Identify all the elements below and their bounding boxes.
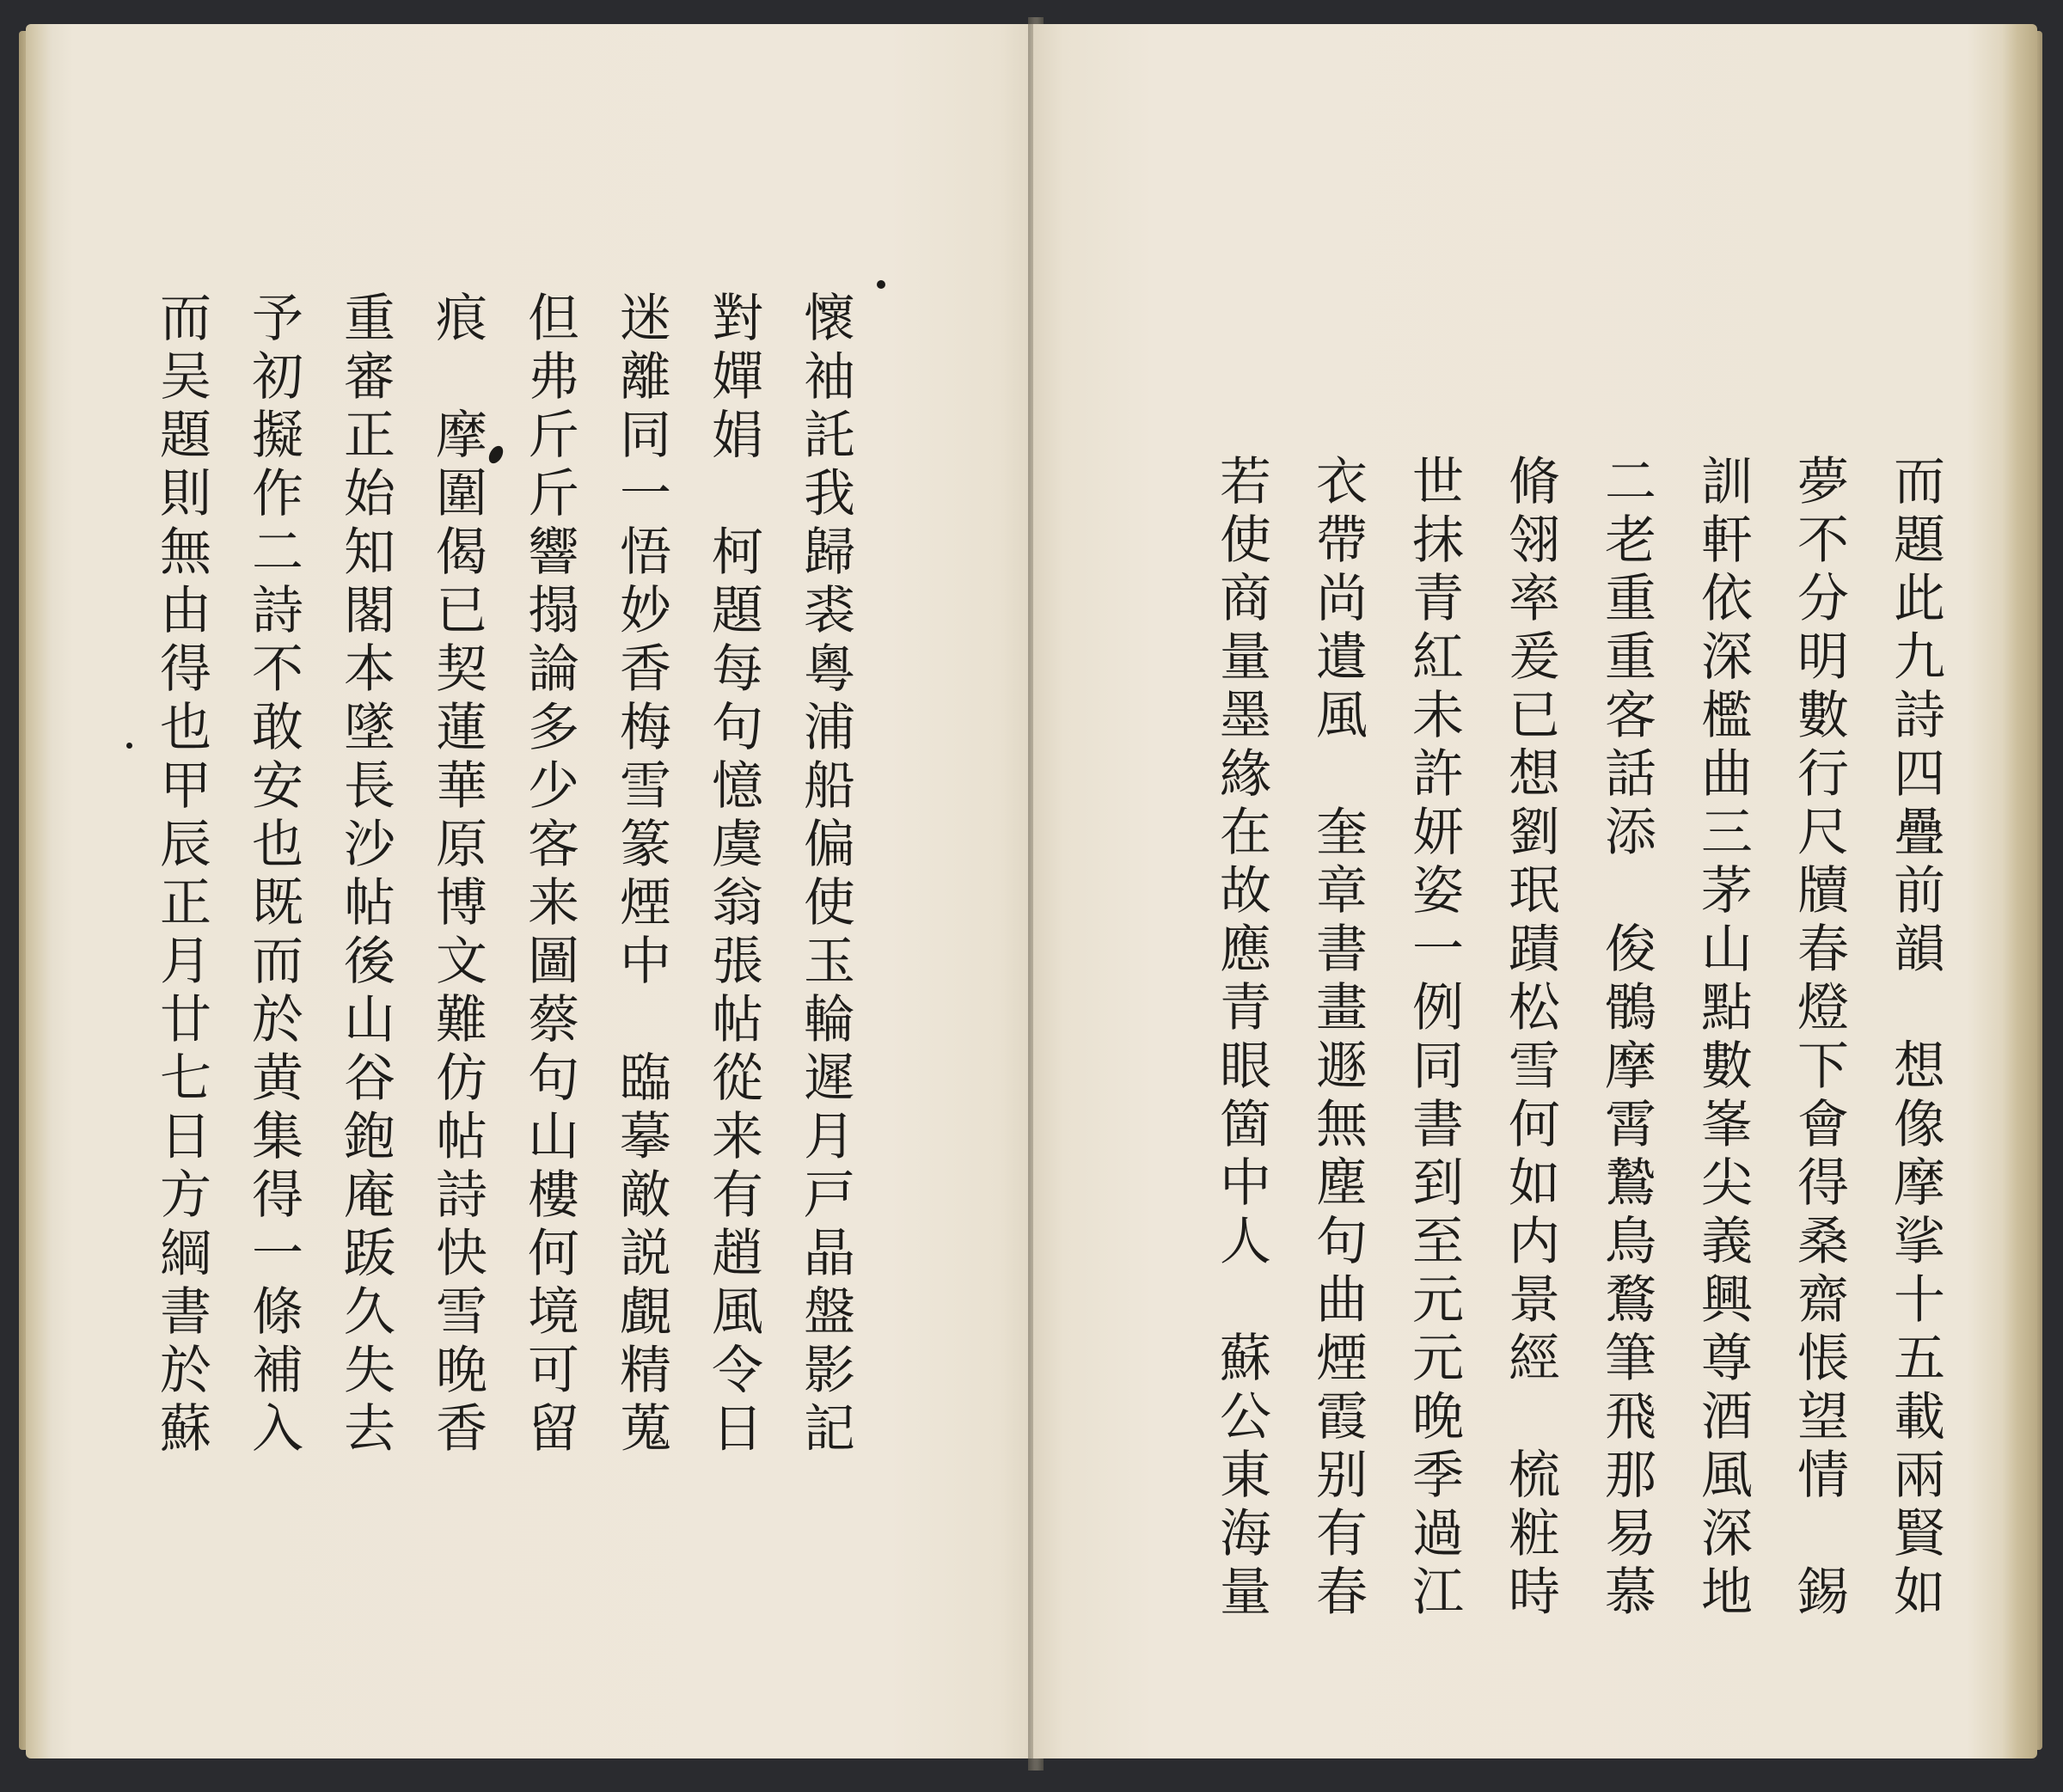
left-column-5: 痕 摩圍偈已契蓮華原博文難仿帖詩快雪晚香: [427, 291, 487, 1459]
left-column-6: 重審正始知閣本墜長沙帖後山谷鉋庵䟦久失去: [335, 291, 395, 1459]
left-column-3: 迷離同一悟妙香梅雪篆煙中 臨摹敵説覰精蒐: [611, 291, 671, 1459]
left-page: [26, 24, 1040, 1758]
ink-spot: [877, 280, 885, 289]
right-column-1: 而題此九詩四疊前韻 想像摩挲十五載兩賢如: [1885, 454, 1945, 1623]
right-column-6: 世抹青紅未許妍姿一例同書到至元元晚季過江: [1404, 454, 1464, 1623]
left-column-1: 懷袖託我歸裘粵浦船偏使玉輪遲月戸晶盤影記: [795, 291, 855, 1459]
left-column-4: 但弗斤斤響搨論多少客来圖蔡句山樓何境可留: [519, 291, 579, 1459]
right-column-2: 夢不分明數行尺牘春燈下會得桑齋悵望情 錫: [1789, 454, 1849, 1623]
ink-spot: [486, 443, 505, 466]
right-column-3: 訓軒依深檻曲三茅山點數峯尖義興尊酒風深地: [1693, 454, 1753, 1623]
ink-spot: [126, 743, 132, 749]
right-column-5: 脩翎率爰已想劉珉蹟松雪何如内景經 梳粧時: [1500, 454, 1560, 1623]
left-column-8: 而吴題則無由得也甲辰正月廿七日方綱書於蘇: [151, 291, 211, 1459]
right-column-8: 若使商量墨緣在故應青眼箇中人 蘇公東海量: [1211, 454, 1271, 1623]
right-column-7: 衣帶尚遺風 奎章書畫遯無塵句曲煙霞别有春: [1307, 454, 1368, 1623]
right-page: [1033, 24, 2037, 1758]
right-column-4: 二老重重客話添 俊鶻摩霄鷙鳥鶩筆飛那易慕: [1596, 454, 1656, 1623]
left-column-2: 對嬋娟 柯題每句憶虞翁張帖從来有趙風令日: [703, 291, 763, 1459]
left-column-7: 予初擬作二詩不敢安也既而於黄集得一條補入: [243, 291, 303, 1459]
